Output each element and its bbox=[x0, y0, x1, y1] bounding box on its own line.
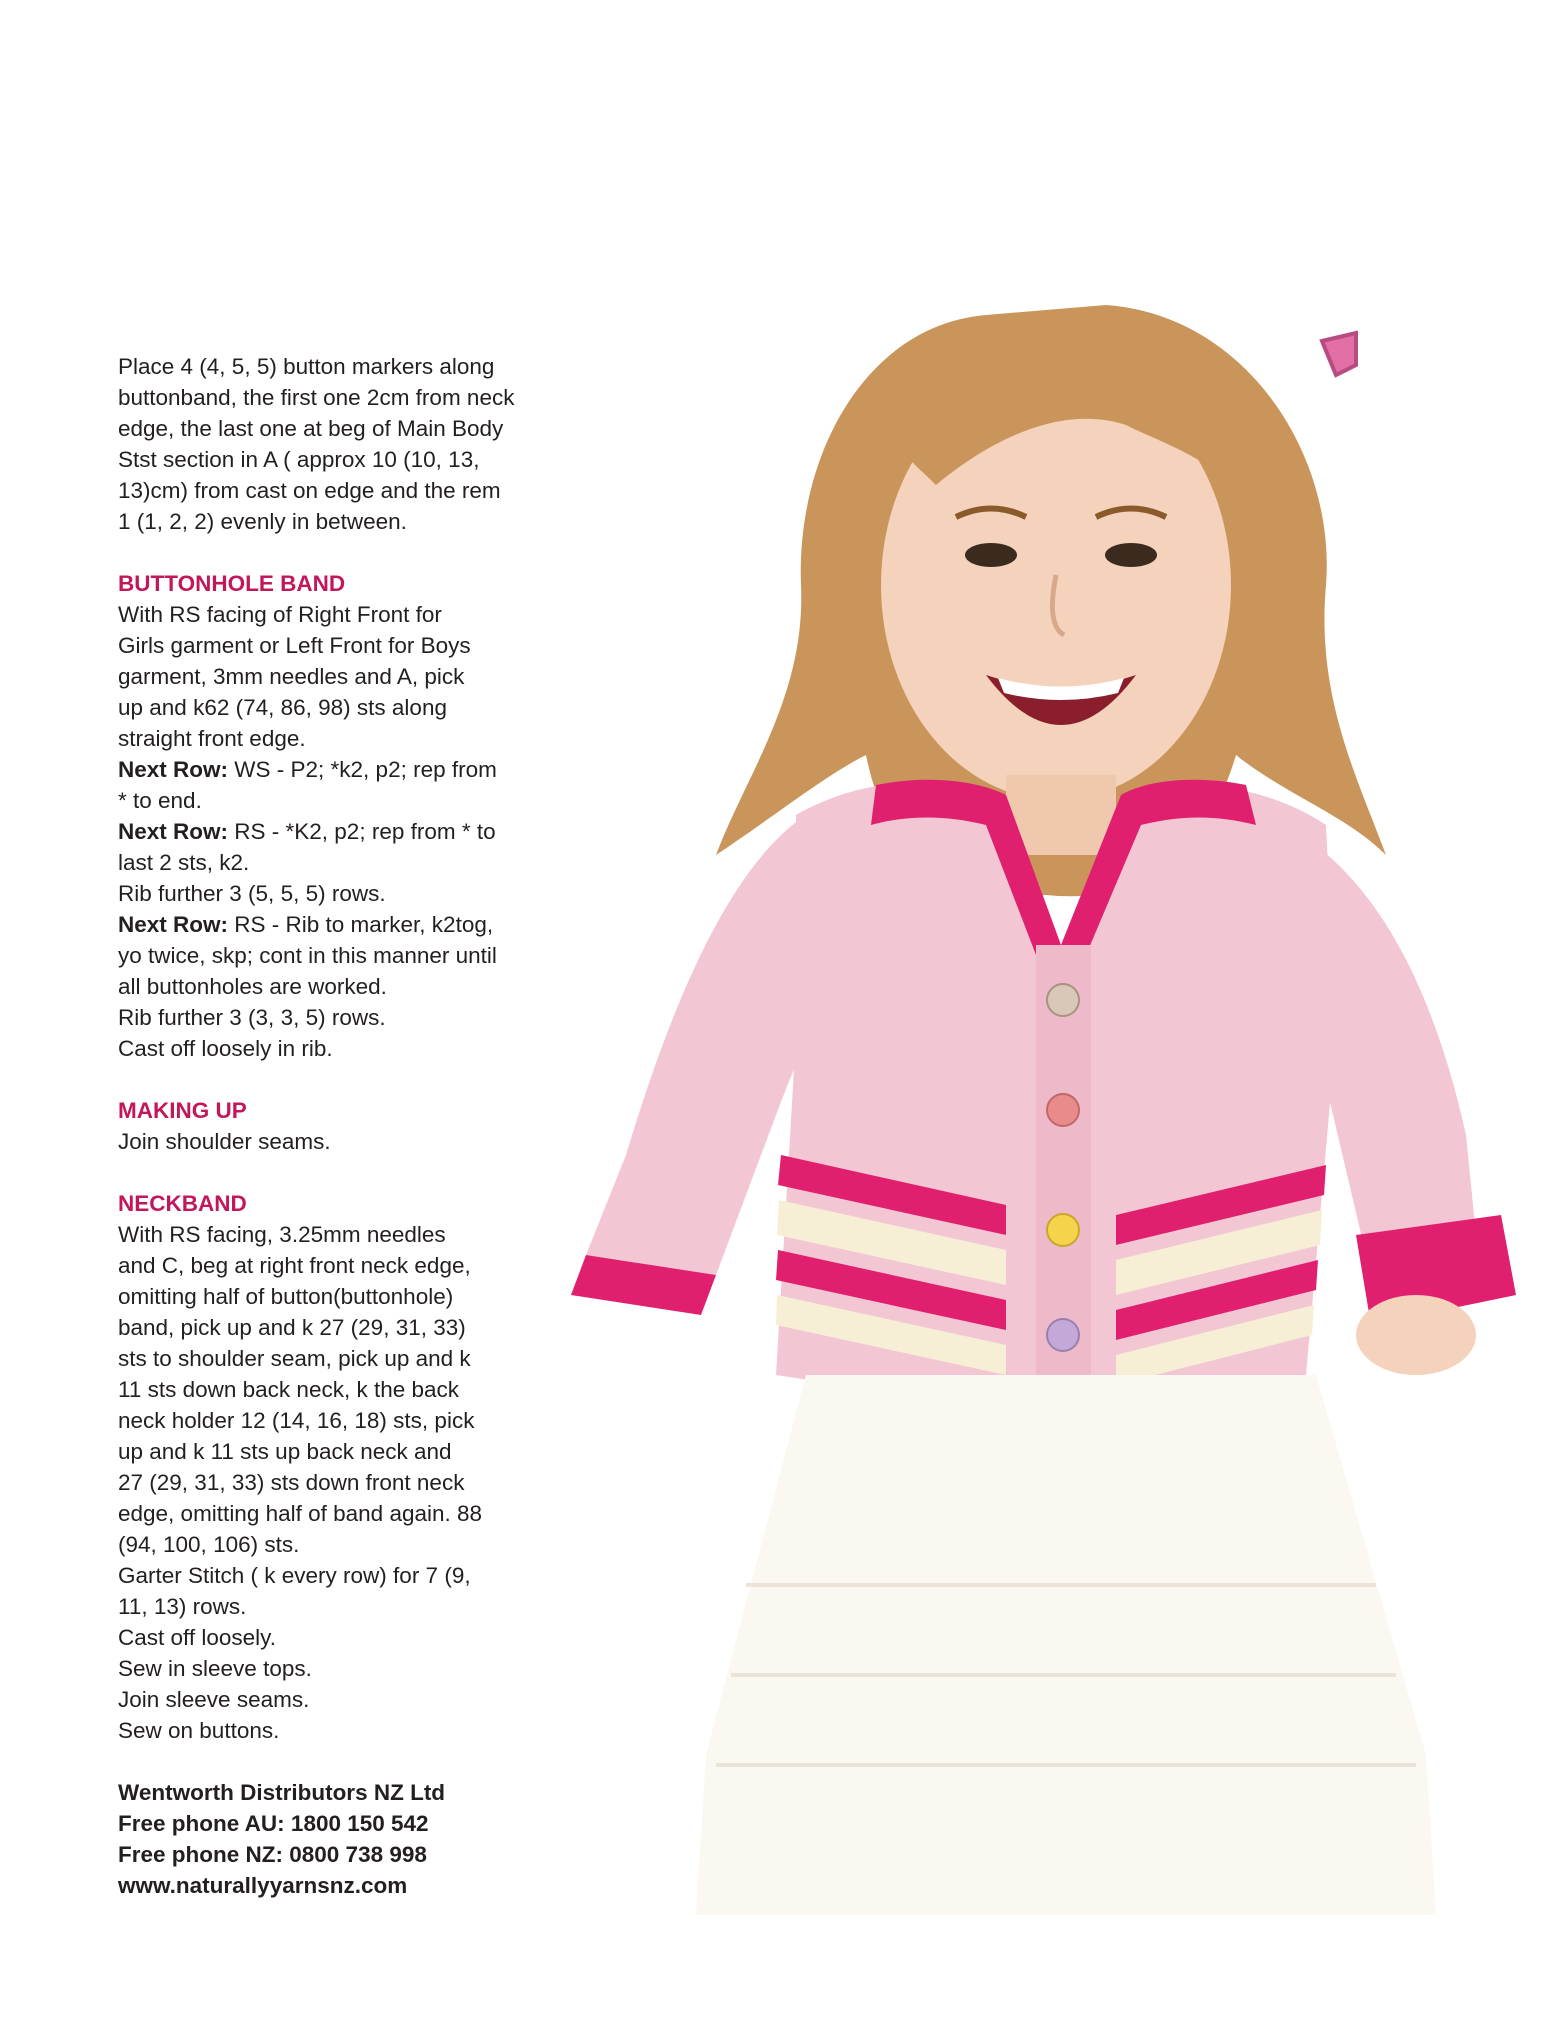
next-row-rs bbox=[118, 816, 558, 847]
neckband-heading: NECKBAND bbox=[118, 1191, 247, 1216]
next-row-continuation: last 2 sts, k2. bbox=[118, 850, 250, 875]
buttonhole-line: straight front edge. bbox=[118, 726, 306, 751]
neckband-line: edge, omitting half of band again. 88 bbox=[118, 1501, 483, 1526]
phone-nz: Free phone NZ: 0800 738 998 bbox=[118, 1842, 427, 1867]
white-skirt bbox=[696, 1375, 1436, 1915]
neckband-line: band, pick up and k 27 (29, 31, 33) bbox=[118, 1315, 466, 1340]
button-1 bbox=[1047, 984, 1079, 1016]
next-row-continuation: * to end. bbox=[118, 788, 202, 813]
neckband-line: omitting half of button(buttonhole) bbox=[118, 1284, 454, 1309]
next-row-text: WS - P2; *k2, p2; rep from bbox=[228, 757, 497, 782]
right-hand bbox=[1356, 1295, 1476, 1375]
neckband-line: Cast off loosely. bbox=[118, 1625, 276, 1650]
neckband-line: (94, 100, 106) sts. bbox=[118, 1532, 300, 1557]
buttonhole-band-heading: BUTTONHOLE BAND bbox=[118, 571, 346, 596]
button-4 bbox=[1047, 1319, 1079, 1351]
right-eye bbox=[1105, 543, 1157, 567]
company-name: Wentworth Distributors NZ Ltd bbox=[118, 1780, 446, 1805]
website-link[interactable]: www.naturallyyarnsnz.com bbox=[118, 1873, 408, 1898]
buttonhole-line: up and k62 (74, 86, 98) sts along bbox=[118, 695, 447, 720]
next-row-ws bbox=[118, 754, 558, 785]
neckband-line: Sew on buttons. bbox=[118, 1718, 280, 1743]
neckband-line: neck holder 12 (14, 16, 18) sts, pick bbox=[118, 1408, 475, 1433]
next-row-label: Next Row: bbox=[118, 757, 229, 782]
next-row-label: Next Row: bbox=[118, 819, 229, 844]
making-up-line: Join shoulder seams. bbox=[118, 1129, 331, 1154]
next-row-label: Next Row: bbox=[118, 912, 229, 937]
rib-further-line: Rib further 3 (5, 5, 5) rows. bbox=[118, 881, 386, 906]
neckband-line: Join sleeve seams. bbox=[118, 1687, 310, 1712]
button-2 bbox=[1047, 1094, 1079, 1126]
intro-line: 13)cm) from cast on edge and the rem bbox=[118, 478, 501, 503]
making-up-heading: MAKING UP bbox=[118, 1098, 247, 1123]
rib-further-line: Rib further 3 (3, 3, 5) rows. bbox=[118, 1005, 386, 1030]
neckband-line: 27 (29, 31, 33) sts down front neck bbox=[118, 1470, 465, 1495]
neckband-line: and C, beg at right front neck edge, bbox=[118, 1253, 471, 1278]
pattern-text-column bbox=[118, 351, 558, 1901]
buttonhole-line: With RS facing of Right Front for bbox=[118, 602, 442, 627]
neckband-line: Sew in sleeve tops. bbox=[118, 1656, 312, 1681]
neckband-line: sts to shoulder seam, pick up and k bbox=[118, 1346, 471, 1371]
intro-line: edge, the last one at beg of Main Body bbox=[118, 416, 504, 441]
neckband-line: Garter Stitch ( k every row) for 7 (9, bbox=[118, 1563, 471, 1588]
intro-line: Stst section in A ( approx 10 (10, 13, bbox=[118, 447, 480, 472]
buttonhole-line: Girls garment or Left Front for Boys bbox=[118, 633, 471, 658]
next-row-text: RS - Rib to marker, k2tog, bbox=[228, 912, 494, 937]
intro-line: buttonband, the first one 2cm from neck bbox=[118, 385, 515, 410]
child-cardigan-photo bbox=[566, 255, 1551, 1915]
intro-line: Place 4 (4, 5, 5) button markers along bbox=[118, 354, 495, 379]
next-row-buttonholes bbox=[118, 909, 558, 940]
next-row-text: RS - *K2, p2; rep from * to bbox=[228, 819, 496, 844]
button-3 bbox=[1047, 1214, 1079, 1246]
cast-off-line: Cast off loosely in rib. bbox=[118, 1036, 333, 1061]
neckband-line: 11 sts down back neck, k the back bbox=[118, 1377, 460, 1402]
intro-line: 1 (1, 2, 2) evenly in between. bbox=[118, 509, 407, 534]
phone-au: Free phone AU: 1800 150 542 bbox=[118, 1811, 429, 1836]
neckband-line: With RS facing, 3.25mm needles bbox=[118, 1222, 446, 1247]
button-band bbox=[1036, 945, 1091, 1425]
hair-clip-icon bbox=[1322, 333, 1356, 375]
next-row-continuation: all buttonholes are worked. bbox=[118, 974, 387, 999]
buttonhole-line: garment, 3mm needles and A, pick bbox=[118, 664, 465, 689]
next-row-continuation: yo twice, skp; cont in this manner until bbox=[118, 943, 497, 968]
neckband-line: up and k 11 sts up back neck and bbox=[118, 1439, 452, 1464]
left-eye bbox=[965, 543, 1017, 567]
neckband-line: 11, 13) rows. bbox=[118, 1594, 247, 1619]
